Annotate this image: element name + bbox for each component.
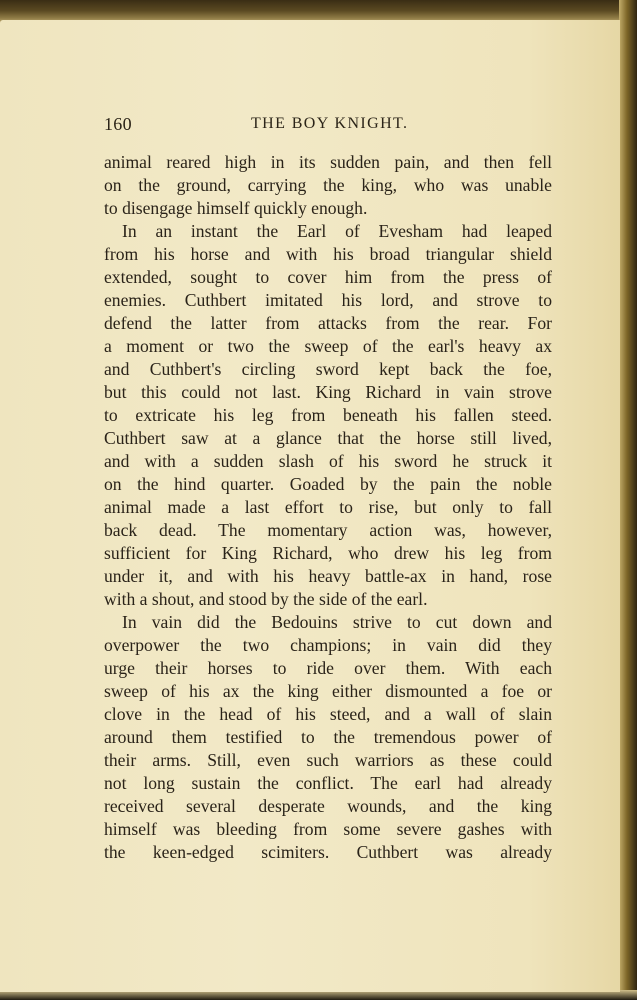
running-head — [104, 114, 550, 138]
text-line: animal made a last effort to rise, but only to fall — [104, 497, 552, 517]
text-line: under it, and with his heavy battle-ax in hand, rose — [104, 566, 552, 586]
text-line: and with a sudden slash of his sword he struck it — [104, 451, 552, 471]
body-text — [104, 151, 552, 864]
text-line: not long sustain the conflict. The earl had already — [104, 773, 552, 793]
book-spine-edge — [619, 0, 637, 1000]
text-line: In an instant the Earl of Evesham had leaped — [122, 221, 552, 241]
text-line: their arms. Still, even such warriors as these could — [104, 750, 552, 770]
text-line: defend the latter from attacks from the rear. For — [104, 313, 552, 333]
text-line: extended, sought to cover him from the press of — [104, 267, 552, 287]
text-line: animal reared high in its sudden pain, and then fell — [104, 152, 552, 172]
text-line: on the hind quarter. Goaded by the pain the noble — [104, 474, 552, 494]
text-line: to disengage himself quickly enough. — [104, 198, 368, 218]
page-number: 160 — [104, 114, 132, 134]
text-line: urge their horses to ride over them. With each — [104, 658, 552, 678]
text-line: sweep of his ax the king either dismounted a foe or — [104, 681, 552, 701]
text-line: around them testified to the tremendous power of — [104, 727, 552, 747]
text-line: from his horse and with his broad triangular shield — [104, 244, 552, 264]
text-line: received several desperate wounds, and the king — [104, 796, 552, 816]
text-line: overpower the two champions; in vain did they — [104, 635, 552, 655]
text-line: himself was bleeding from some severe gashes with — [104, 819, 552, 839]
text-line: In vain did the Bedouins strive to cut down and — [122, 612, 552, 632]
text-line: but this could not last. King Richard in vain strove — [104, 382, 552, 402]
text-line: Cuthbert saw at a glance that the horse still lived, — [104, 428, 552, 448]
text-line: sufficient for King Richard, who drew his leg from — [104, 543, 552, 563]
text-line: with a shout, and stood by the side of the earl. — [104, 589, 428, 609]
text-line: enemies. Cuthbert imitated his lord, and strove to — [104, 290, 552, 310]
text-line: clove in the head of his steed, and a wall of slain — [104, 704, 552, 724]
text-line: the keen-edged scimiters. Cuthbert was already — [104, 842, 552, 862]
text-line: back dead. The momentary action was, however, — [104, 520, 552, 540]
text-line: and Cuthbert's circling sword kept back the foe, — [104, 359, 552, 379]
text-line: a moment or two the sweep of the earl's heavy ax — [104, 336, 552, 356]
text-line: to extricate his leg from beneath his fallen steed. — [104, 405, 552, 425]
book-title: THE BOY KNIGHT. — [251, 115, 409, 132]
text-line: on the ground, carrying the king, who was unable — [104, 175, 552, 195]
